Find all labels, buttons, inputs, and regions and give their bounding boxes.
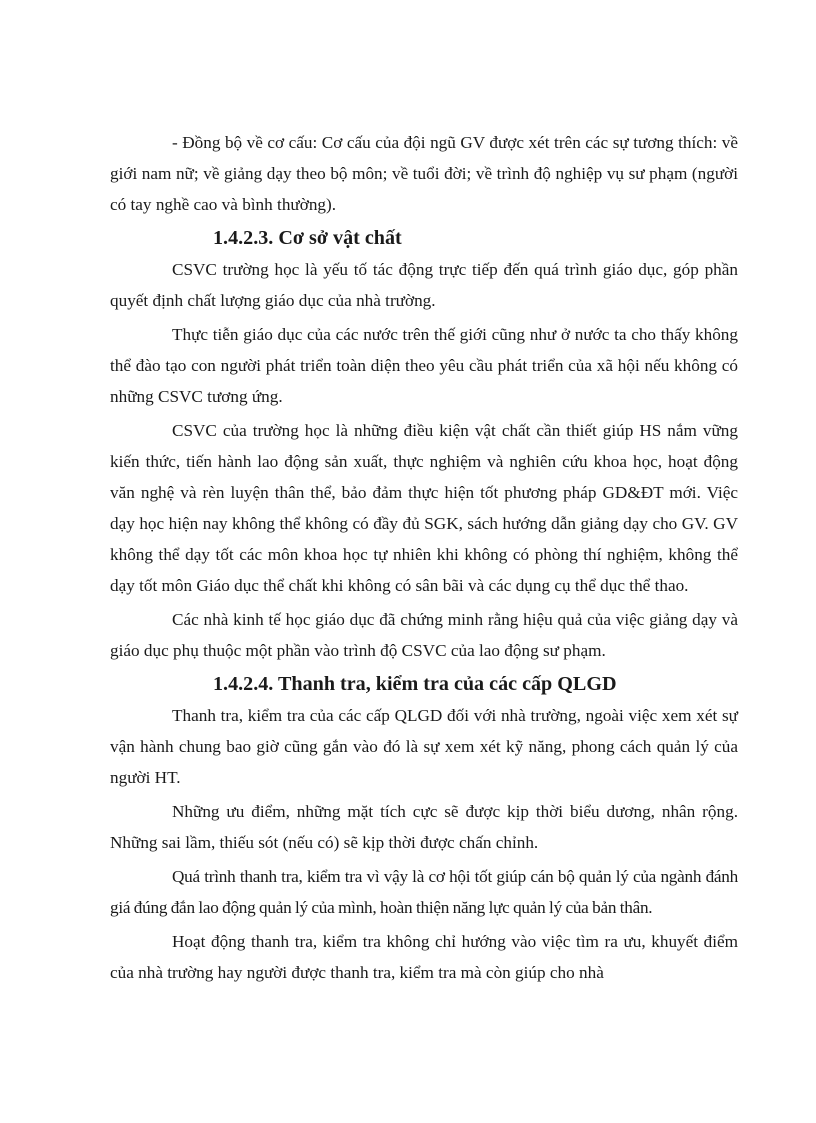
section-heading-thanh-tra-kiem-tra: 1.4.2.4. Thanh tra, kiểm tra của các cấp QLGD	[213, 673, 617, 695]
paragraph-dong-bo-co-cau: - Đồng bộ về cơ cấu: Cơ cấu của đội ngũ GV được xét trên các sự tương thích: về giới nam nữ; về giảng dạy theo bộ môn; về tuổi đời; về trình độ nghiệp vụ sư phạm (người có tay nghề cao và bình thường).	[110, 133, 738, 214]
paragraph-thuc-tien-giao-duc: Thực tiễn giáo dục của các nước trên thế giới cũng như ở nước ta cho thấy không thể đào tạo con người phát triển toàn diện theo yêu cầu phát triển của xã hội nếu không có những CSVC tương ứng.	[110, 325, 738, 406]
section-heading-co-so-vat-chat: 1.4.2.3. Cơ sở vật chất	[213, 227, 402, 249]
paragraph-uu-diem: Những ưu điểm, những mặt tích cực sẽ được kịp thời biểu dương, nhân rộng. Những sai lầm, thiếu sót (nếu có) sẽ kịp thời được chấn chỉnh.	[110, 802, 738, 852]
document-page	[110, 127, 738, 988]
paragraph-csvc-dieu-kien: CSVC của trường học là những điều kiện vật chất cần thiết giúp HS nắm vững kiến thức, tiến hành lao động sản xuất, thực nghiệm và nghiên cứu khoa học, hoạt động văn nghệ và rèn luyện thân thể, bảo đảm thực hiện tốt phương pháp GD&ĐT mới. Việc dạy học hiện nay không thể không có đầy đủ SGK, sách hướng dẫn giảng dạy cho GV. GV không thể dạy tốt các môn khoa học tự nhiên khi không có phòng thí nghiệm, không thể dạy tốt môn Giáo dục thể chất khi không có sân bãi và các dụng cụ thể dục thể thao.	[110, 421, 738, 595]
paragraph-kinh-te-hoc-giao-duc: Các nhà kinh tế học giáo dục đã chứng minh rằng hiệu quả của việc giảng dạy và giáo dục phụ thuộc một phần vào trình độ CSVC của lao động sư phạm.	[110, 610, 738, 660]
paragraph-thanh-tra-cap-qlgd: Thanh tra, kiểm tra của các cấp QLGD đối với nhà trường, ngoài việc xem xét sự vận hành chung bao giờ cũng gắn vào đó là sự xem xét kỹ năng, phong cách quản lý của người HT.	[110, 706, 738, 787]
paragraph-csvc-truong-hoc: CSVC trường học là yếu tố tác động trực tiếp đến quá trình giáo dục, góp phần quyết định chất lượng giáo dục của nhà trường.	[110, 260, 738, 310]
paragraph-qua-trinh-thanh-tra: Quá trình thanh tra, kiểm tra vì vậy là cơ hội tốt giúp cán bộ quản lý của ngành đánh giá đúng đắn lao động quản lý của mình, hoàn thiện năng lực quản lý của bản thân.	[110, 867, 738, 917]
paragraph-hoat-dong-thanh-tra: Hoạt động thanh tra, kiểm tra không chỉ hướng vào việc tìm ra ưu, khuyết điểm của nhà trường hay người được thanh tra, kiểm tra mà còn giúp cho nhà	[110, 932, 738, 982]
